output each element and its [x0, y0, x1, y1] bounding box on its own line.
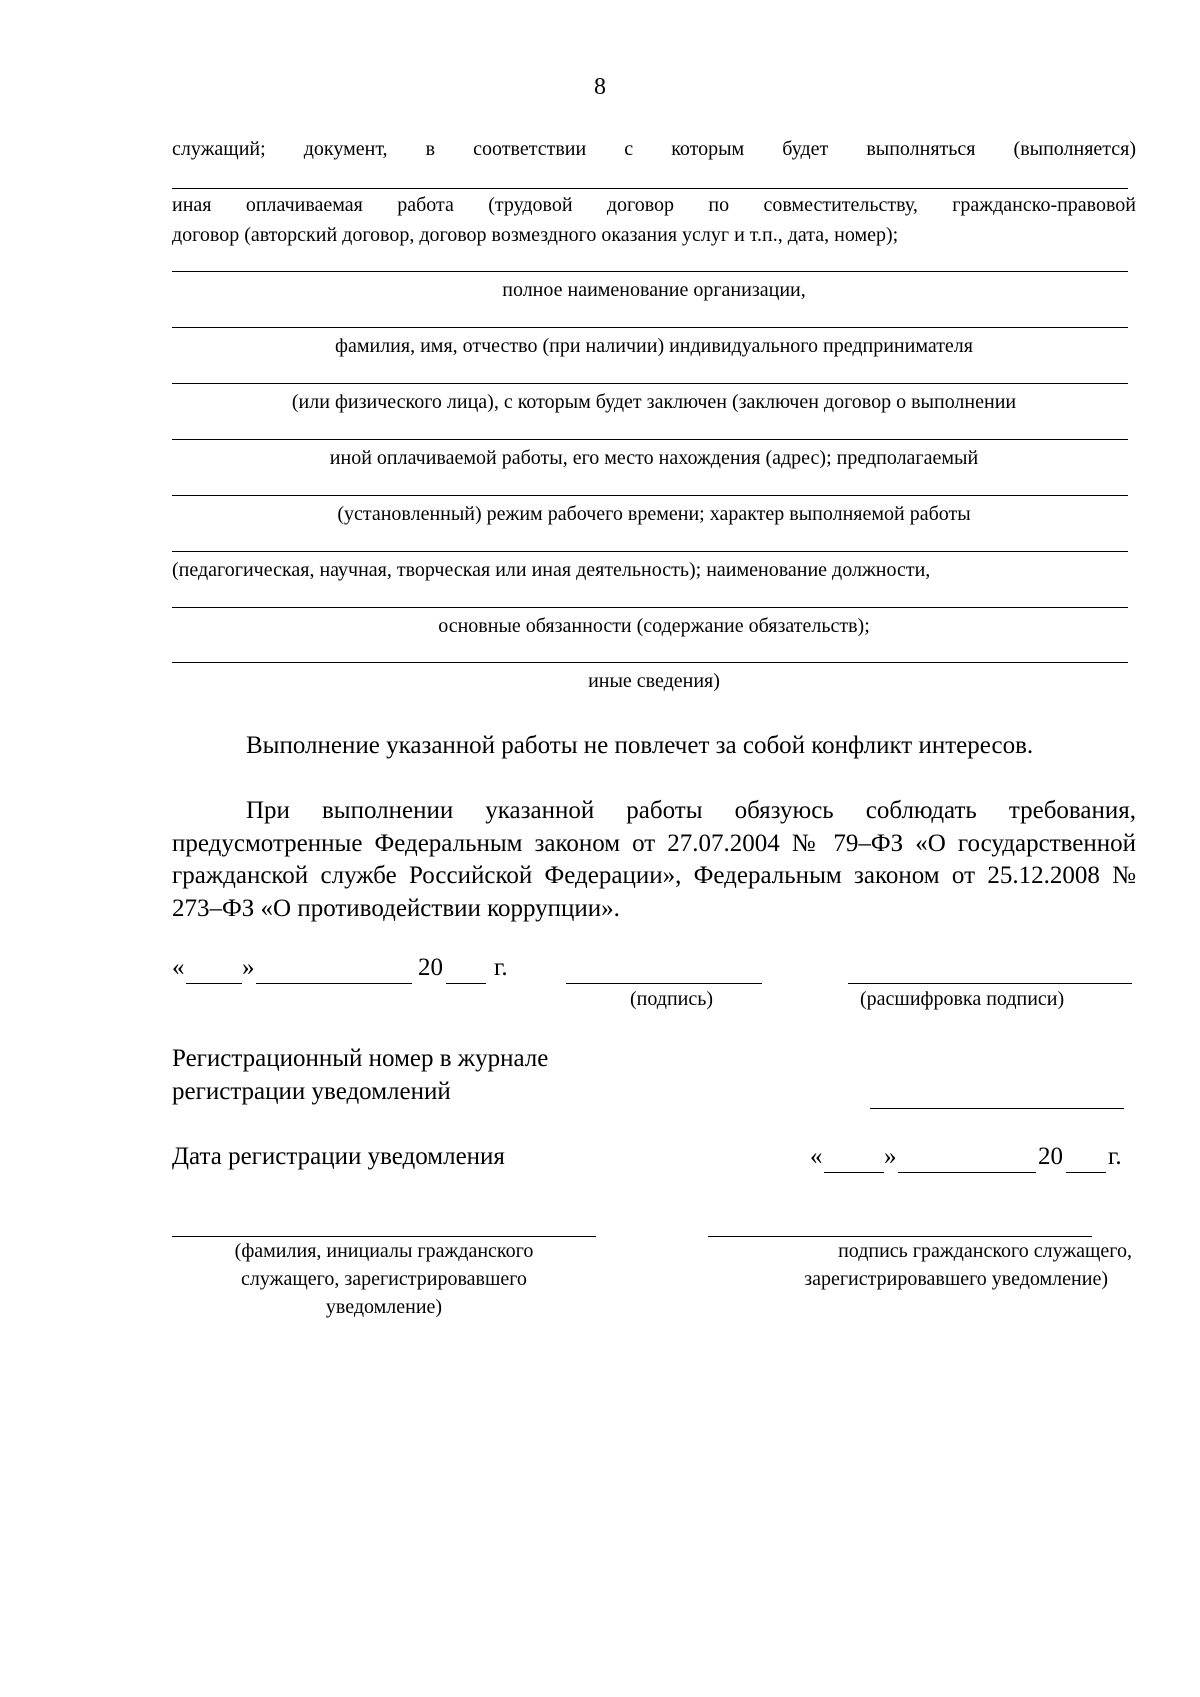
fill-line-address — [172, 439, 1128, 440]
reg-year-suffix: г. — [1108, 1143, 1122, 1170]
fill-line-entrepreneur — [172, 327, 1128, 328]
signature-blank — [566, 983, 762, 984]
date-close-quote: » — [242, 954, 255, 981]
signature-caption: (подпись) — [630, 988, 714, 1010]
fill-line-activity — [172, 551, 1128, 552]
reg-day-blank — [824, 1172, 884, 1173]
reg-month-blank — [898, 1172, 1036, 1173]
registration-number-blank — [870, 1108, 1124, 1109]
fill-line-organization — [172, 271, 1128, 272]
continuation-line-1: служащий; документ, в соответствии с которым будет выполняться (выполняется) — [172, 138, 1136, 160]
fill-line-other — [172, 662, 1128, 663]
continuation-line-3: договор (авторский договор, договор возмездного оказания услуг и т.п., дата, номер); — [172, 224, 899, 246]
fill-line-duties — [172, 607, 1128, 608]
registration-date-label: Дата регистрации уведомления — [172, 1143, 505, 1170]
registrar-name-blank — [172, 1236, 596, 1237]
registrar-signature-caption-line1: подпись гражданского служащего, — [838, 1240, 1132, 1262]
continuation-line-2: иная оплачиваемая работа (трудовой договор по совместительству, гражданско-правовой — [172, 194, 1136, 216]
signature-decode-blank — [848, 983, 1132, 984]
fill-line-person — [172, 383, 1128, 384]
paragraph-obligation: При выполнении указанной работы обязуюсь соблюдать требования, предусмотренные Федеральным законом от 27.07.2004 № 79–ФЗ «О государственной гражданской службе Российской Федерации», Федеральным законом от 25.12.2008 № 273–ФЗ «О противодействии коррупции». — [172, 797, 1136, 922]
reg-year-blank — [1066, 1172, 1106, 1173]
registrar-caption-line2: служащего, зарегистрировавшего — [241, 1268, 527, 1290]
registrar-signature-blank — [708, 1236, 1092, 1237]
year-prefix: 20 — [418, 954, 443, 981]
registrar-signature-caption-line2: зарегистрировавшего уведомление) — [804, 1268, 1108, 1290]
hint-organization: полное наименование организации, — [502, 279, 806, 301]
hint-entrepreneur: фамилия, имя, отчество (при наличии) индивидуального предпринимателя — [335, 335, 973, 357]
registration-number-label-line2: регистрации уведомлений — [172, 1078, 451, 1105]
day-blank — [186, 983, 242, 984]
paragraph-no-conflict: Выполнение указанной работы не повлечет за собой конфликт интересов. — [246, 732, 1034, 759]
hint-schedule: (установленный) режим рабочего времени; характер выполняемой работы — [337, 503, 971, 525]
date-open-quote: « — [172, 954, 185, 981]
registrar-caption-line1: (фамилия, инициалы гражданского — [234, 1240, 534, 1262]
registrar-caption-line3: уведомление) — [325, 1296, 443, 1318]
hint-duties: основные обязанности (содержание обязательств); — [438, 615, 870, 637]
page-number: 8 — [594, 74, 606, 100]
year-suffix: г. — [494, 954, 508, 981]
registration-number-label-line1: Регистрационный номер в журнале — [172, 1045, 549, 1072]
hint-person: (или физического лица), с которым будет заключен (заключен договор о выполнении — [291, 391, 1017, 413]
reg-date-close-quote: » — [884, 1143, 897, 1170]
fill-line — [172, 188, 1128, 189]
month-blank — [256, 983, 412, 984]
fill-line-schedule — [172, 495, 1128, 496]
hint-other: иные сведения) — [588, 670, 720, 692]
reg-year-prefix: 20 — [1038, 1143, 1063, 1170]
reg-date-open-quote: « — [810, 1143, 823, 1170]
hint-address: иной оплачиваемой работы, его место нахождения (адрес); предполагаемый — [329, 447, 979, 469]
year-blank — [446, 983, 486, 984]
hint-activity: (педагогическая, научная, творческая или иная деятельность); наименование должности, — [172, 559, 931, 581]
signature-decode-caption: (расшифровка подписи) — [860, 988, 1065, 1010]
